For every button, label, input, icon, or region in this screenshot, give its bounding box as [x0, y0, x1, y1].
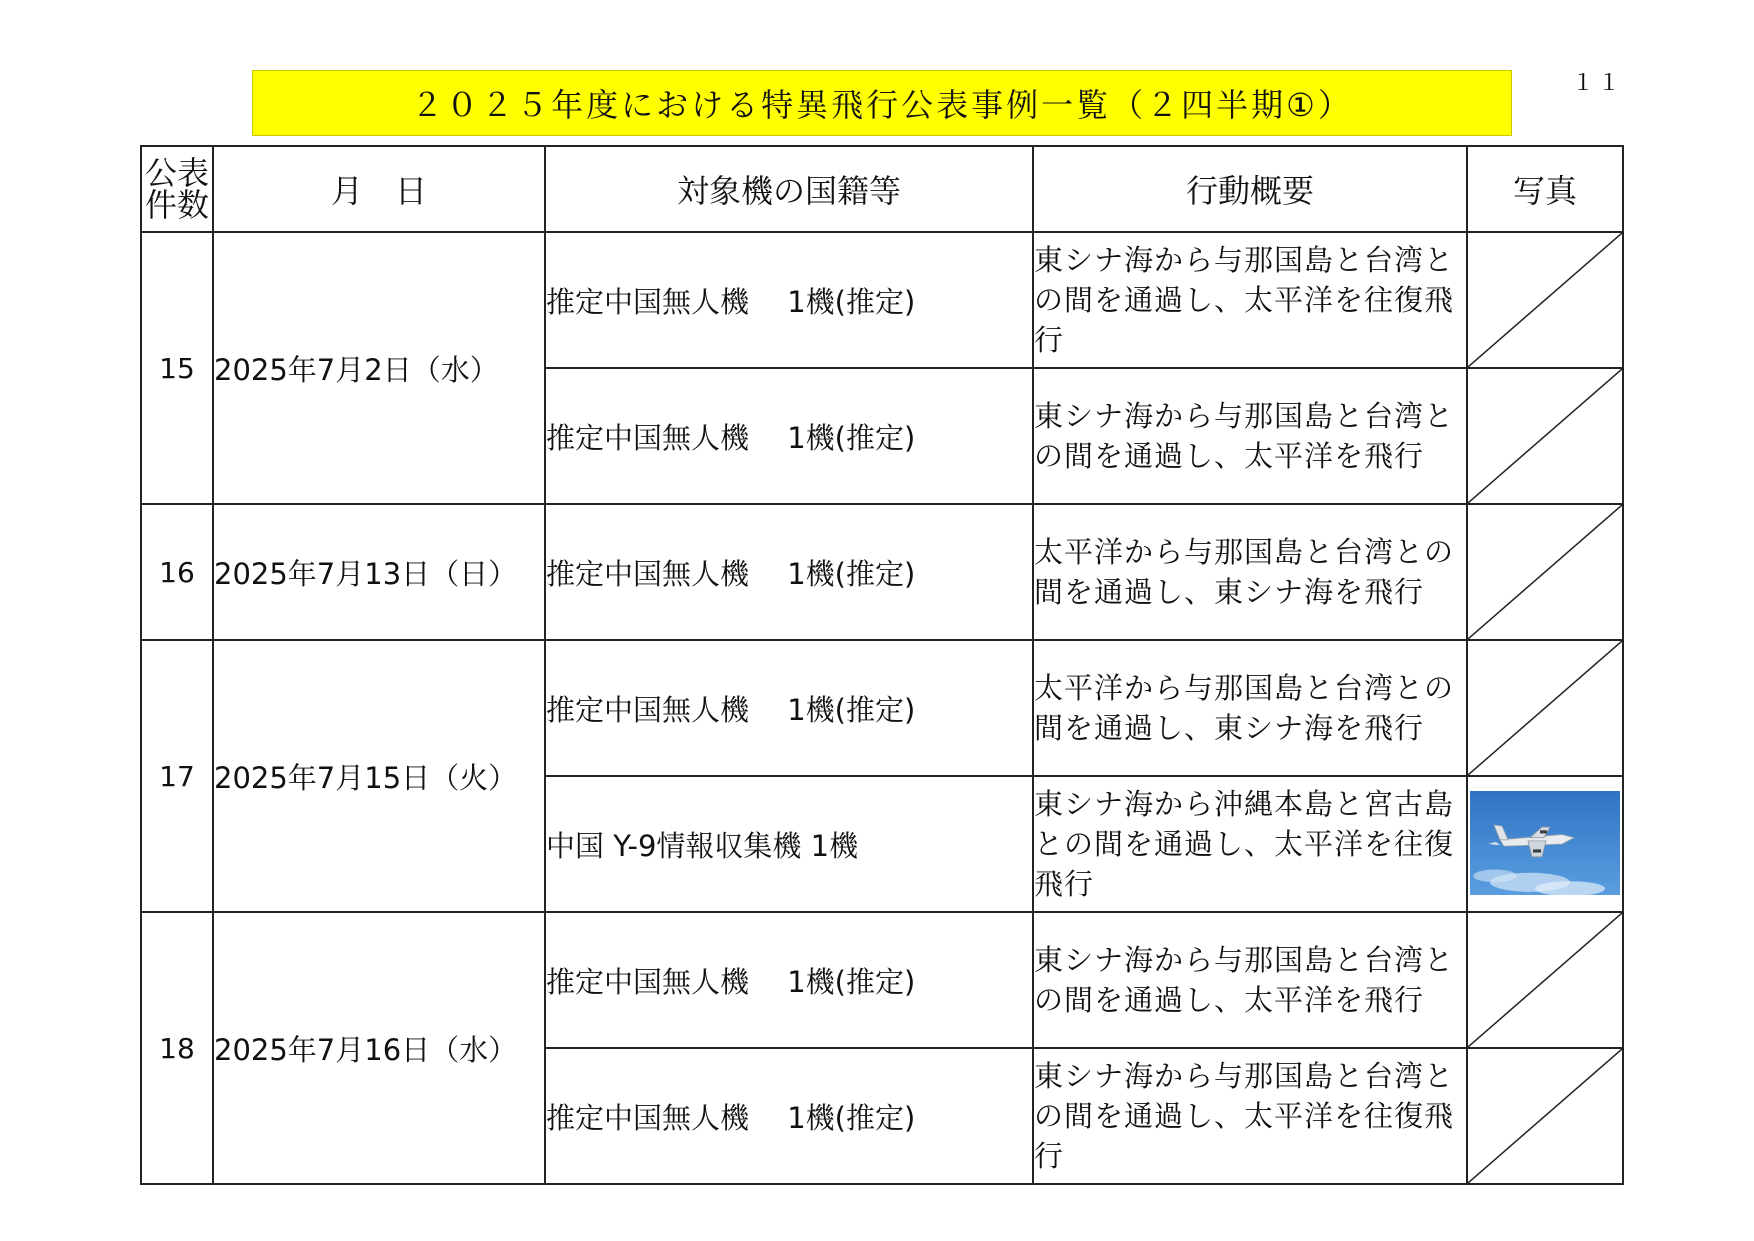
aircraft-cell: 推定中国無人機 1機(推定)	[545, 912, 1033, 1048]
photo-cell-empty	[1467, 232, 1623, 368]
header-count-line1: 公表	[144, 154, 209, 192]
header-photo: 写真	[1467, 146, 1623, 232]
header-row	[141, 146, 1623, 232]
header-count	[141, 146, 213, 232]
photo-cell-empty	[1467, 1048, 1623, 1184]
aircraft-cell: 推定中国無人機 1機(推定)	[545, 1048, 1033, 1184]
case-date: 2025年7月16日（水）	[213, 912, 545, 1184]
page-number: １１	[1572, 71, 1625, 96]
aircraft-cell: 推定中国無人機 1機(推定)	[545, 640, 1033, 776]
document-title: ２０２５年度における特異飛行公表事例一覧（２四半期①）	[252, 70, 1512, 136]
summary-cell: 東シナ海から与那国島と台湾との間を通過し、太平洋を往復飛行	[1033, 1048, 1467, 1184]
case-date: 2025年7月13日（日）	[213, 504, 545, 640]
summary-cell: 太平洋から与那国島と台湾との間を通過し、東シナ海を飛行	[1033, 504, 1467, 640]
case-date: 2025年7月2日（水）	[213, 232, 545, 504]
aircraft-cell: 推定中国無人機 1機(推定)	[545, 232, 1033, 368]
incident-table	[140, 145, 1624, 1185]
case-number: 18	[141, 912, 213, 1184]
header-count-line2: 件数	[144, 186, 209, 224]
aircraft-cell: 中国 Y-9情報収集機 1機	[545, 776, 1033, 912]
photo-cell-empty	[1467, 640, 1623, 776]
aircraft-photo	[1470, 791, 1620, 895]
diagonal-slash-icon	[1468, 1049, 1622, 1183]
case-date: 2025年7月15日（火）	[213, 640, 545, 912]
summary-cell: 東シナ海から与那国島と台湾との間を通過し、太平洋を往復飛行	[1033, 232, 1467, 368]
case-number: 17	[141, 640, 213, 912]
diagonal-slash-icon	[1468, 641, 1622, 775]
summary-cell: 東シナ海から与那国島と台湾との間を通過し、太平洋を飛行	[1033, 912, 1467, 1048]
aircraft-cell: 推定中国無人機 1機(推定)	[545, 504, 1033, 640]
case-number: 15	[141, 232, 213, 504]
diagonal-slash-icon	[1468, 913, 1622, 1047]
summary-cell: 東シナ海から与那国島と台湾との間を通過し、太平洋を飛行	[1033, 368, 1467, 504]
summary-cell: 東シナ海から沖縄本島と宮古島との間を通過し、太平洋を往復飛行	[1033, 776, 1467, 912]
photo-cell-empty	[1467, 504, 1623, 640]
diagonal-slash-icon	[1468, 233, 1622, 367]
header-date: 月 日	[213, 146, 545, 232]
photo-cell-empty	[1467, 368, 1623, 504]
table-row	[141, 640, 1623, 776]
table-row	[141, 912, 1623, 1048]
header-aircraft: 対象機の国籍等	[545, 146, 1033, 232]
case-number: 16	[141, 504, 213, 640]
aircraft-cell: 推定中国無人機 1機(推定)	[545, 368, 1033, 504]
diagonal-slash-icon	[1468, 369, 1622, 503]
header-summary: 行動概要	[1033, 146, 1467, 232]
table-row	[141, 232, 1623, 368]
photo-cell	[1467, 776, 1623, 912]
photo-cell-empty	[1467, 912, 1623, 1048]
table-row	[141, 504, 1623, 640]
summary-cell: 太平洋から与那国島と台湾との間を通過し、東シナ海を飛行	[1033, 640, 1467, 776]
diagonal-slash-icon	[1468, 505, 1622, 639]
